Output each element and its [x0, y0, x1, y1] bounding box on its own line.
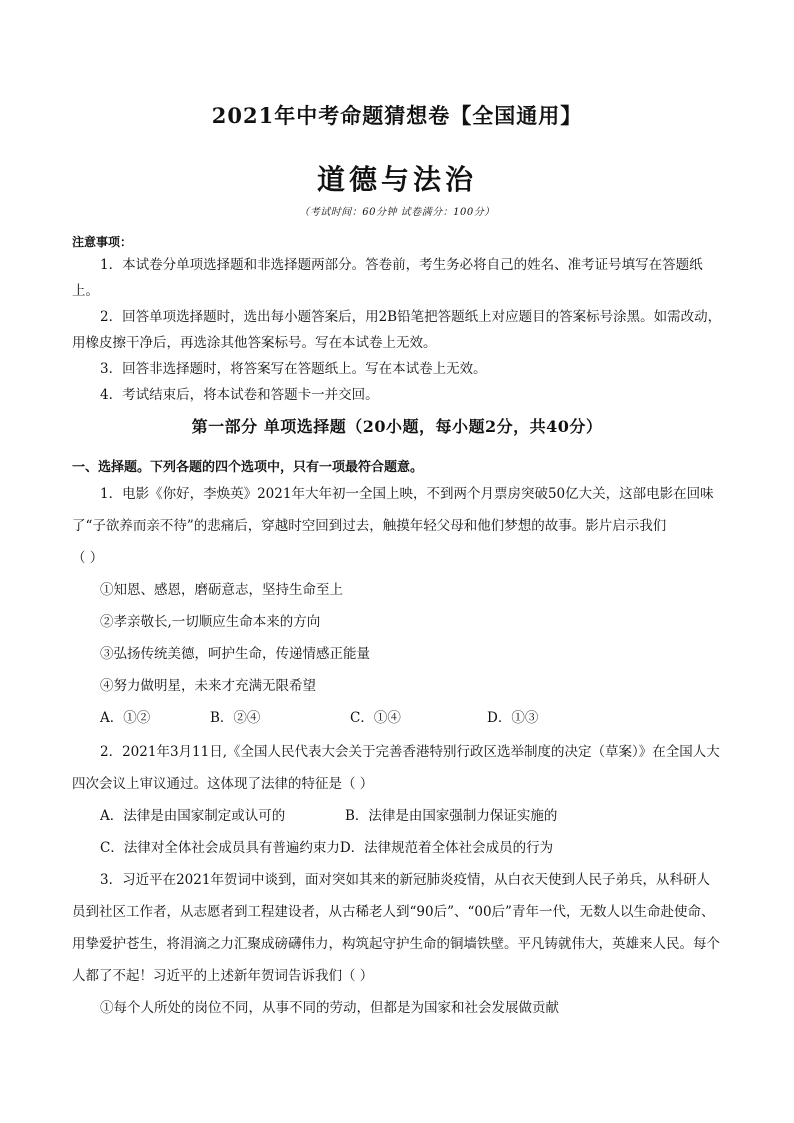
note-item: 1．本试卷分单项选择题和非选择题两部分。答卷前，考生务必将自己的姓名、准考证号填写在答题纸上。 [72, 257, 703, 299]
exam-title: 2021年中考命题猜想卷【全国通用】 [211, 103, 583, 128]
option-b: B．法律是由国家强制力保证实施的 [345, 808, 558, 824]
option-c: C．法律对全体社会成员具有普遍约束力 [100, 840, 340, 856]
statement-item: ②孝亲敬长,一切顺应生命本来的方向 [100, 614, 321, 630]
exam-info: （考试时间：60分钟 试卷满分：100分） [299, 207, 495, 218]
statement-item: ③弘扬传统美德，呵护生命，传递情感正能量 [100, 646, 370, 662]
statement-item: ①每个人所处的岗位不同，从事不同的劳动，但都是为国家和社会发展做贡献 [100, 1000, 559, 1016]
option-a: A．①② [100, 710, 151, 726]
option-b: B．②④ [210, 710, 261, 726]
subject-title: 道德与法治 [316, 163, 477, 196]
note-item: 2．回答单项选择题时，选出每小题答案后，用2B铅笔把答题纸上对应题目的答案标号涂黑。如需改动，用橡皮擦干净后，再选涂其他答案标号。写在本试卷上无效。 [72, 309, 722, 351]
answer-paren: （ ） [72, 550, 104, 566]
question-stem: 1．电影《你好，李焕英》2021年大年初一全国上映，不到两个月票房突破50亿大关，这部电影在回味了“子欲养而亲不待”的悲痛后，穿越时空回到过去，触摸年轻父母和他们梦想的故事。影片启示我们 [72, 486, 714, 534]
notes-heading: 注意事项： [72, 235, 133, 249]
option-row [72, 832, 722, 864]
option-a: A．法律是由国家制定或认可的 [100, 808, 286, 824]
option-row [72, 800, 722, 832]
option-c: C．①④ [350, 710, 401, 726]
option-d: D．①③ [487, 710, 539, 726]
option-d: D．法律规范着全体社会成员的行为 [339, 840, 554, 856]
question-stem: 2．2021年3月11日,《全国人民代表大会关于完善香港特别行政区选举制度的决定（草案）》在全国人大四次会议上审议通过。这体现了法律的特征是（ ） [72, 744, 720, 792]
question-3 [72, 864, 722, 1024]
statement-item: ④努力做明星，未来才充满无限希望 [100, 678, 316, 694]
question-1 [72, 478, 722, 734]
section-heading: 一、选择题。下列各题的四个选项中，只有一项最符合题意。 [72, 460, 424, 475]
option-row [72, 702, 722, 734]
notes-list [72, 252, 722, 408]
question-2 [72, 736, 722, 864]
note-item: 3．回答非选择题时，将答案写在答题纸上。写在本试卷上无效。 [100, 361, 487, 377]
note-item: 4．考试结束后，将本试卷和答题卡一并交回。 [100, 387, 379, 403]
part-heading: 第一部分 单项选择题（20小题，每小题2分，共40分） [191, 417, 603, 436]
statement-item: ①知恩、感恩，磨砺意志，坚持生命至上 [100, 582, 343, 598]
question-stem: 3．习近平在2021年贺词中谈到，面对突如其来的新冠肺炎疫情，从白衣天使到人民子弟兵，从科研人员到社区工作者，从志愿者到工程建设者，从古稀老人到“90后”、“00后”青年一代，无数人以生命赴使命、用挚爱护苍生，将涓滴之力汇聚成磅礴伟力，构筑起守护生命的铜墙铁壁。平凡铸就伟大，英雄来人民。每个人都了不起！习近平的上述新年贺词告诉我们（ ） [72, 872, 720, 984]
